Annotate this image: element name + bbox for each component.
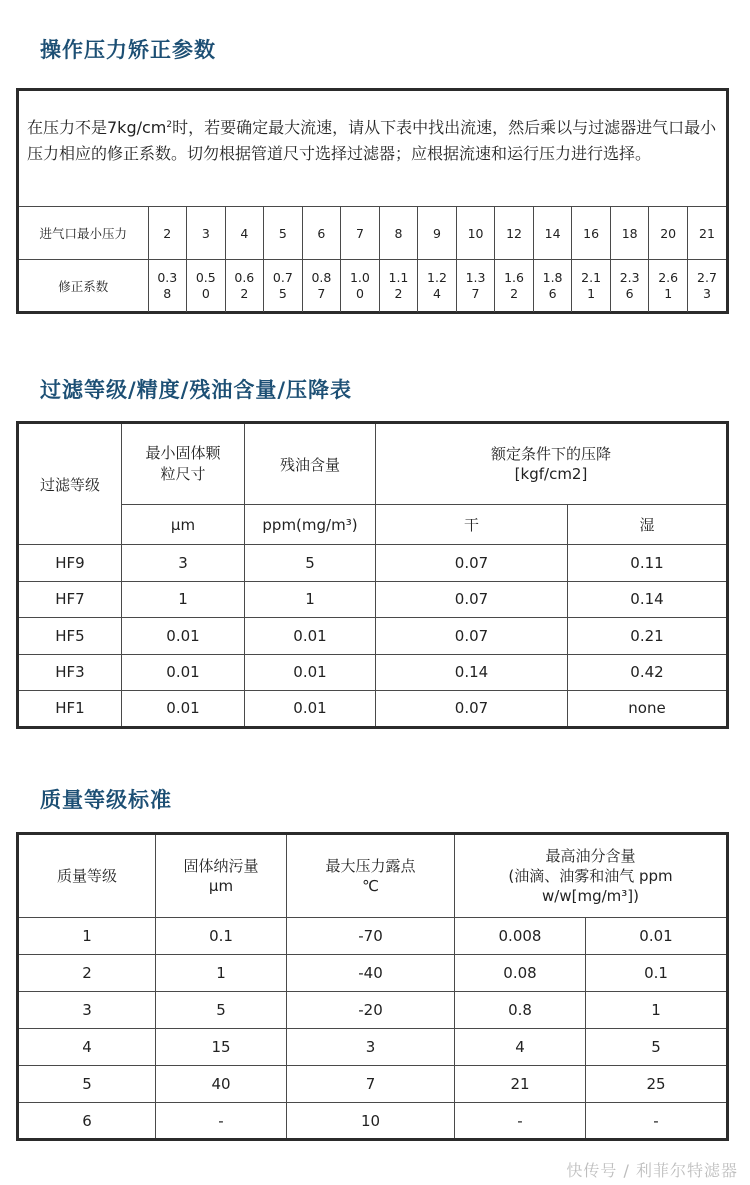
row-label-min-pressure: 进气口最小压力 [19,207,148,260]
coefficient-line2: 4 [433,285,441,301]
table-cell: 10 [287,1103,455,1140]
table-cell: HF3 [18,654,122,691]
coefficient-cell [649,260,688,312]
table-cell: 6 [18,1103,156,1140]
pressure-cell: 6 [302,207,341,260]
header-grade: 过滤等级 [18,423,122,545]
coefficient-cell [379,260,418,312]
table-header-row [18,834,728,918]
coefficient-cell [302,260,341,312]
header-oil-unit: w/w[mg/m³]) [542,887,639,905]
table-cell: 2 [18,955,156,992]
section-title-quality-grade: 质量等级标准 [40,788,172,812]
table-row [18,545,728,582]
coefficient-line1: 2.7 [697,269,717,285]
table-row-pressure [19,207,726,260]
table-row [18,654,728,691]
intro-paragraph [27,115,717,167]
header-solid [156,834,287,918]
table-cell: -40 [287,955,455,992]
table-cell: 1 [18,918,156,955]
table-cell: 0.11 [568,545,728,582]
table-cell: HF7 [18,581,122,618]
table-cell: 3 [18,992,156,1029]
pressure-cell: 10 [456,207,495,260]
coefficient-line1: 0.7 [272,269,293,285]
coefficient-cell [533,260,572,312]
table-cell: 3 [122,545,245,582]
table-cell: 0.07 [376,691,568,728]
header-oil: 残油含量 [245,423,376,505]
table-cell: 1 [245,581,376,618]
coefficient-cell [495,260,534,312]
table-cell: -20 [287,992,455,1029]
table-cell: 0.8 [455,992,586,1029]
header-particle [122,423,245,505]
table-row [18,1029,728,1066]
table-row-coefficient [19,260,726,312]
pressure-cell: 21 [687,207,726,260]
table-cell: 1 [586,992,728,1029]
header-dew-unit: ℃ [362,877,379,895]
table-cell: 0.42 [568,654,728,691]
table-cell: 0.01 [245,618,376,655]
table-cell: 21 [455,1066,586,1103]
quality-grade-table [16,832,729,1141]
pressure-cell: 16 [572,207,611,260]
pressure-cell: 12 [495,207,534,260]
header-dew-text: 最大压力露点 [325,857,416,875]
coefficient-line1: 1.6 [504,269,524,285]
table-cell: 0.07 [376,545,568,582]
pressure-cell: 7 [341,207,380,260]
table-cell: 15 [156,1029,287,1066]
section-title-filter-grade: 过滤等级/精度/残油含量/压降表 [40,378,353,402]
coefficient-line2: 0 [201,285,210,301]
coefficient-cell [264,260,303,312]
coefficient-line1: 1.8 [542,269,563,285]
coefficient-line1: 1.0 [349,269,370,285]
table-cell: 0.01 [245,654,376,691]
coefficient-cell [456,260,495,312]
table-cell: 4 [455,1029,586,1066]
table-subheader-row [18,505,728,545]
pressure-cell: 8 [379,207,418,260]
table-cell: 0.1 [156,918,287,955]
watermark: 快传号 / 利菲尔特滤器 [566,1161,738,1180]
header-particle-unit: μm [122,505,245,545]
table-row [18,581,728,618]
coefficient-cell [687,260,726,312]
table-cell: 0.01 [122,654,245,691]
coefficient-line1: 1.3 [465,269,486,285]
header-oil-text: 最高油分含量 [545,847,636,865]
coefficient-line1: 0.5 [195,269,216,285]
table-cell: 0.07 [376,618,568,655]
table-cell: 25 [586,1066,728,1103]
row-label-coefficient: 修正系数 [19,260,148,312]
table-cell: 0.008 [455,918,586,955]
header-pressure-drop-text: 额定条件下的压降 [490,445,611,463]
header-solid-unit: μm [208,877,234,895]
coefficient-cell [610,260,649,312]
coefficient-line2: 2 [394,285,403,301]
header-particle-text: 最小固体颗粒尺寸 [145,444,221,483]
coefficient-line2: 5 [278,285,287,301]
coefficient-line1: 1.2 [427,269,447,285]
table-cell: 0.08 [455,955,586,992]
header-oil-unit: ppm(mg/m³) [245,505,376,545]
coefficient-line1: 0.6 [234,269,255,285]
table-cell: 0.01 [122,691,245,728]
coefficient-line2: 8 [163,285,172,301]
table-row [18,618,728,655]
coefficient-cell [148,260,187,312]
coefficient-cell [418,260,457,312]
table-cell: 40 [156,1066,287,1103]
coefficient-line2: 1 [587,285,596,301]
header-pressure-drop [376,423,728,505]
table-cell: HF9 [18,545,122,582]
table-cell: HF1 [18,691,122,728]
pressure-correction-table [19,206,726,312]
table-row [18,992,728,1029]
header-oil-sub: (油滴、油雾和油气 ppm [508,867,673,885]
table-cell: - [586,1103,728,1140]
table-cell: 1 [156,955,287,992]
table-cell: 0.21 [568,618,728,655]
pressure-cell: 2 [148,207,187,260]
table-cell: 0.14 [376,654,568,691]
table-cell: HF5 [18,618,122,655]
table-cell: - [455,1103,586,1140]
table-row [18,1103,728,1140]
table-cell: - [156,1103,287,1140]
coefficient-line2: 7 [471,285,480,301]
intro-text-part2: 时，若要确定最大流速，请从下表中找出流速，然后乘以与过滤器进气口最小压力相应的修正系数。切勿根据管道尺寸选择过滤器；应根据流速和运行压力进行选择。 [27,118,717,163]
coefficient-line2: 7 [317,285,326,301]
table-cell: 0.01 [245,691,376,728]
table-cell: 3 [287,1029,455,1066]
table-cell: 5 [586,1029,728,1066]
table-cell: 5 [18,1066,156,1103]
table-header-row [18,423,728,505]
table-cell: 0.1 [586,955,728,992]
coefficient-cell [187,260,226,312]
pressure-cell: 4 [225,207,264,260]
pressure-cell: 3 [187,207,226,260]
pressure-cell: 14 [533,207,572,260]
table-cell: 4 [18,1029,156,1066]
pressure-cell: 5 [264,207,303,260]
coefficient-cell [572,260,611,312]
header-pressure-unit: [kgf/cm2] [514,465,588,483]
coefficient-line2: 0 [355,285,364,301]
intro-text-part1: 在压力不是7kg/cm [27,118,167,137]
coefficient-line2: 3 [702,285,711,301]
table-cell: 7 [287,1066,455,1103]
table-cell: 5 [156,992,287,1029]
header-solid-text: 固体纳污量 [183,857,259,875]
table-cell: 0.14 [568,581,728,618]
section-title-pressure-correction: 操作压力矫正参数 [40,38,216,62]
table-cell: 1 [122,581,245,618]
table-row [18,691,728,728]
table-cell: -70 [287,918,455,955]
table-cell: 0.01 [122,618,245,655]
header-dry: 干 [376,505,568,545]
pressure-correction-box [16,88,729,314]
coefficient-line1: 0.8 [311,269,332,285]
header-wet: 湿 [568,505,728,545]
coefficient-line2: 2 [240,285,249,301]
pressure-cell: 20 [649,207,688,260]
table-row [18,1066,728,1103]
table-cell: 5 [245,545,376,582]
coefficient-line1: 2.6 [658,269,679,285]
header-max-oil [455,834,728,918]
coefficient-line1: 0.3 [157,269,178,285]
table-cell: 0.07 [376,581,568,618]
table-cell: 0.01 [586,918,728,955]
table-row [18,955,728,992]
coefficient-line2: 6 [625,285,634,301]
coefficient-line1: 2.1 [581,269,602,285]
coefficient-line1: 2.3 [619,269,640,285]
header-dew [287,834,455,918]
coefficient-line2: 2 [510,285,519,301]
coefficient-line2: 1 [664,285,673,301]
header-quality-grade: 质量等级 [18,834,156,918]
intro-superscript: 2 [166,120,173,130]
coefficient-cell [225,260,264,312]
coefficient-line1: 1.1 [388,269,409,285]
coefficient-line2: 6 [548,285,557,301]
filter-grade-table [16,421,729,729]
table-row [18,918,728,955]
pressure-cell: 18 [610,207,649,260]
pressure-cell: 9 [418,207,457,260]
coefficient-cell [341,260,380,312]
table-cell: none [568,691,728,728]
